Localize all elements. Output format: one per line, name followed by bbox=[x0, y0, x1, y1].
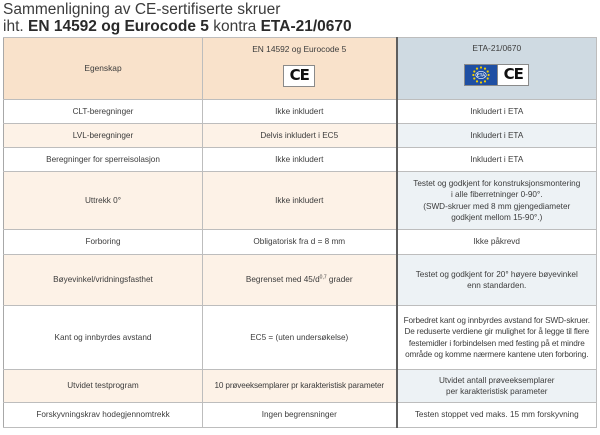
eta-cell: Testet og godkjent for 20° høyere bøyevinkel enn standarden. bbox=[397, 255, 597, 306]
eta-cell: Forbedret kant og innbyrdes avstand for SWD-skruer. De reduserte verdiene gir mulighet for å legge til flere festemidler i forbindelsen med festing på et mindre område og komme nærmere kantene uten forboring. bbox=[397, 306, 597, 370]
title-eta: ETA-21/0670 bbox=[260, 18, 352, 35]
en14592-cell: Delvis inkludert i EC5 bbox=[203, 124, 397, 148]
header-en14592: EN 14592 og Eurocode 5 CE bbox=[203, 38, 397, 100]
property-cell: Kant og innbyrdes avstand bbox=[4, 306, 203, 370]
table-row bbox=[4, 148, 597, 172]
eta-cell: Testet og godkjent for konstruksjonsmontering i alle fiberretninger 0-90°. (SWD-skruer med 8 mm gjengediameter godkjent mellom 15-90°.) bbox=[397, 172, 597, 230]
property-cell: Beregninger for sperreisolasjon bbox=[4, 148, 203, 172]
eta-cell: Inkludert i ETA bbox=[397, 100, 597, 124]
table-row bbox=[4, 403, 597, 428]
ce-mark-icon: CE bbox=[497, 64, 529, 86]
table-row bbox=[4, 306, 597, 370]
en14592-cell: Ikke inkludert bbox=[203, 172, 397, 230]
page-title bbox=[3, 1, 352, 35]
eta-cell: Testen stoppet ved maks. 15 mm forskyvning bbox=[397, 403, 597, 428]
ce-mark-icon: CE bbox=[283, 65, 315, 87]
table-row bbox=[4, 230, 597, 255]
eta-ce-logo bbox=[464, 64, 529, 86]
eta-cell: Inkludert i ETA bbox=[397, 124, 597, 148]
en14592-cell: Obligatorisk fra d = 8 mm bbox=[203, 230, 397, 255]
title-line-2: iht. EN 14592 og Eurocode 5 kontra ETA-21/0670 bbox=[3, 18, 352, 35]
eta-cell: Inkludert i ETA bbox=[397, 148, 597, 172]
table-row bbox=[4, 370, 597, 403]
en14592-cell: 10 prøveeksemplarer pr karakteristisk parameter bbox=[203, 370, 397, 403]
header-property: Egenskap bbox=[4, 38, 203, 100]
table-row bbox=[4, 124, 597, 148]
property-cell: Uttrekk 0° bbox=[4, 172, 203, 230]
property-cell: Utvidet testprogram bbox=[4, 370, 203, 403]
table-row bbox=[4, 100, 597, 124]
en14592-cell: Begrenset med $45/d^{0,7}$ grader bbox=[203, 255, 397, 306]
comparison-table bbox=[3, 37, 597, 428]
property-cell: LVL-beregninger bbox=[4, 124, 203, 148]
en14592-cell: Ikke inkludert bbox=[203, 148, 397, 172]
svg-text:ETA: ETA bbox=[477, 72, 486, 78]
en14592-cell: Ingen begrensninger bbox=[203, 403, 397, 428]
property-cell: CLT-beregninger bbox=[4, 100, 203, 124]
header-eta: ETA-21/0670 ETA CE bbox=[397, 38, 597, 100]
table-header-row bbox=[4, 38, 597, 100]
eta-stars-icon bbox=[464, 64, 497, 86]
property-cell: Forskyvningskrav hodegjennomtrekk bbox=[4, 403, 203, 428]
title-line-1: Sammenligning av CE-sertifiserte skruer bbox=[3, 1, 281, 18]
property-cell: Forboring bbox=[4, 230, 203, 255]
eta-cell: Ikke påkrevd bbox=[397, 230, 597, 255]
ce-logo bbox=[283, 65, 315, 87]
table-row bbox=[4, 172, 597, 230]
title-standard: EN 14592 og Eurocode 5 bbox=[27, 18, 209, 35]
eta-cell: Utvidet antall prøveeksemplarer per karakteristisk parameter bbox=[397, 370, 597, 403]
en14592-cell: EC5 = (uten undersøkelse) bbox=[203, 306, 397, 370]
table-row bbox=[4, 255, 597, 306]
en14592-cell: Ikke inkludert bbox=[203, 100, 397, 124]
property-cell: Bøyevinkel/vridningsfasthet bbox=[4, 255, 203, 306]
